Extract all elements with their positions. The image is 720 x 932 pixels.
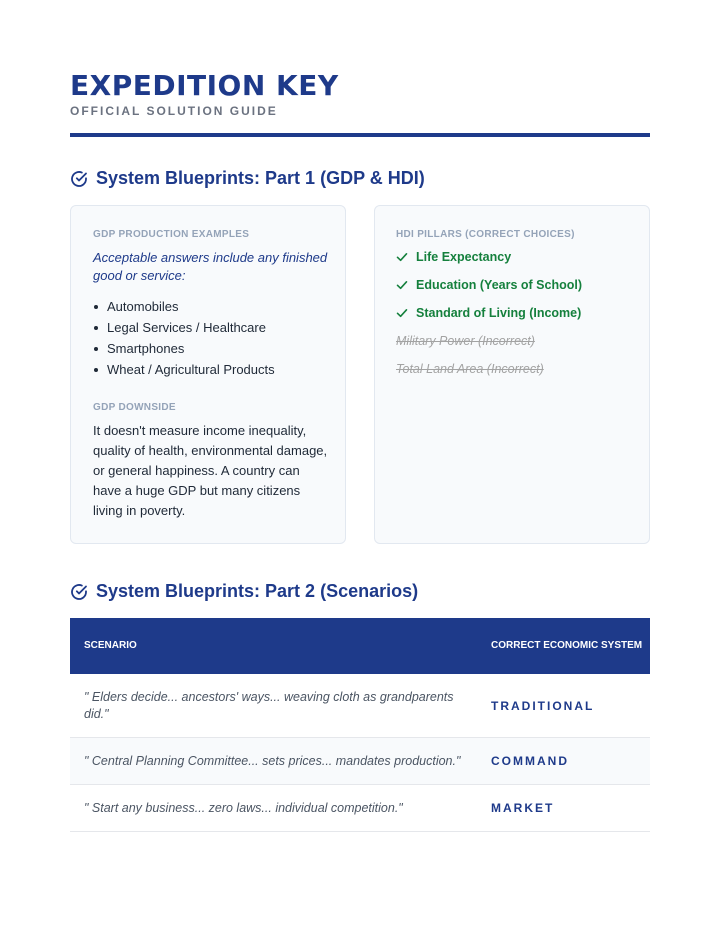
system-cell: MARKET bbox=[491, 801, 555, 815]
section1-heading-text: System Blueprints: Part 1 (GDP & HDI) bbox=[96, 168, 425, 188]
gdp-examples-label: GDP PRODUCTION EXAMPLES bbox=[93, 229, 250, 240]
column-header-system: CORRECT ECONOMIC SYSTEM bbox=[491, 640, 643, 651]
hdi-card bbox=[374, 205, 650, 544]
hdi-correct-label: Life Expectancy bbox=[416, 250, 512, 264]
list-item: Legal Services / Healthcare bbox=[93, 317, 333, 338]
page-title: EXPEDITION KEY bbox=[70, 69, 339, 102]
check-icon bbox=[396, 279, 408, 291]
gdp-downside-text: It doesn't measure income inequality, quality of health, environmental damage, or general happiness. A country can have a huge GDP but many citizens living in poverty. bbox=[93, 423, 328, 518]
header-divider bbox=[70, 133, 650, 137]
system-cell: TRADITIONAL bbox=[491, 698, 595, 713]
table-row bbox=[70, 785, 650, 832]
column-header-scenario: SCENARIO bbox=[84, 640, 137, 651]
gdp-card bbox=[70, 205, 346, 544]
section2-heading-text: System Blueprints: Part 2 (Scenarios) bbox=[96, 581, 419, 601]
hdi-correct-label: Standard of Living (Income) bbox=[416, 306, 582, 320]
hdi-pillars-label: HDI PILLARS (CORRECT CHOICES) bbox=[396, 229, 575, 240]
list-item: Smartphones bbox=[93, 338, 333, 359]
gdp-examples-list bbox=[93, 296, 333, 380]
gdp-examples-note: Acceptable answers include any finished good or service: bbox=[93, 250, 328, 283]
hdi-correct-item bbox=[396, 299, 636, 327]
table-header bbox=[70, 618, 650, 674]
check-circle-icon bbox=[70, 583, 88, 601]
hdi-correct-label: Education (Years of School) bbox=[416, 278, 582, 292]
list-item: Automobiles bbox=[93, 296, 333, 317]
gdp-downside-label: GDP DOWNSIDE bbox=[93, 402, 176, 413]
hdi-correct-item bbox=[396, 243, 636, 271]
scenario-cell: " Elders decide... ancestors' ways... weaving cloth as grandparents did." bbox=[84, 689, 454, 721]
system-cell: COMMAND bbox=[491, 754, 569, 768]
scenario-cell: " Central Planning Committee... sets prices... mandates production." bbox=[84, 753, 461, 768]
check-circle-icon bbox=[70, 170, 88, 188]
section1-heading bbox=[70, 168, 425, 189]
section2-heading bbox=[70, 581, 418, 602]
hdi-incorrect-item: Total Land Area (Incorrect) bbox=[396, 362, 544, 376]
hdi-pillars-list bbox=[396, 243, 636, 383]
scenario-cell: " Start any business... zero laws... individual competition." bbox=[84, 800, 403, 815]
page-subtitle: OFFICIAL SOLUTION GUIDE bbox=[70, 104, 278, 118]
list-item: Wheat / Agricultural Products bbox=[93, 359, 333, 380]
check-icon bbox=[396, 307, 408, 319]
hdi-incorrect-item: Military Power (Incorrect) bbox=[396, 334, 535, 348]
check-icon bbox=[396, 251, 408, 263]
scenario-table bbox=[70, 618, 650, 832]
hdi-correct-item bbox=[396, 271, 636, 299]
table-row bbox=[70, 674, 650, 738]
table-row bbox=[70, 738, 650, 785]
